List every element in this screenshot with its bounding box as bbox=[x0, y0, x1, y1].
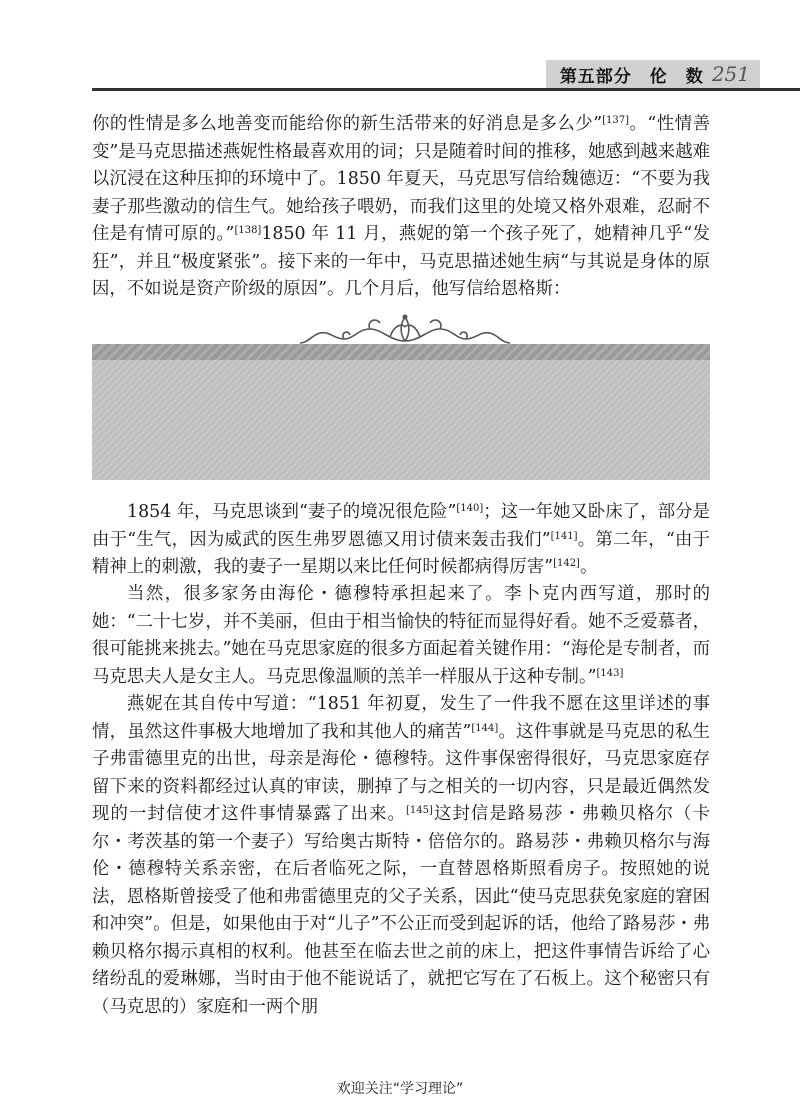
paragraph-1-text-c: 1850 年 11 月，燕妮的第一个孩子死了，她精神几乎“发狂”，并且“极度紧张”。接下来的一年中，马克思描述她生病“与其说是身体的原因，不如说是资产阶级的原因”。几个月后，他写信给恩格斯： bbox=[92, 224, 710, 299]
footnote-ref: [145] bbox=[406, 805, 433, 816]
footnote-ref: [143] bbox=[596, 667, 624, 679]
paragraph-1-text-b: 。“性情善变”是马克思描述燕妮性格最喜欢用的词；只是随着时间的推移，她感到越来越难以沉浸在这种压抑的环境中了。1850 年夏天，马克思写信给魏德迈：“不要为我妻子那些激动的信生气。她给孩子喂奶，而我们这里的处境又格外艰难，忍耐不住是有情可原的。” bbox=[92, 114, 710, 244]
paragraph-2-text-d: 。 bbox=[579, 557, 598, 577]
footer-text: 欢迎关注“学习理论” bbox=[336, 1081, 464, 1097]
quote-block bbox=[92, 344, 710, 480]
paragraph-4-text-b: 。这件事就是马克思的私生子弗雷德里克的出世，母亲是海伦・德穆特。这件事保密得很好，马克思家庭存留下来的资料都经过认真的审读，删掉了与之相关的一切内容，只是最近偶然发现的一封信使才这件事情暴露了出来。 bbox=[92, 721, 710, 824]
paragraph-2-text-a: 1854 年，马克思谈到“妻子的境况很危险” bbox=[127, 502, 457, 522]
footnote-ref: [140] bbox=[456, 503, 484, 514]
paragraph-2-text-c: 。第二年，“由于精神上的刺激，我的妻子一星期以来比任何时候都病得厉害” bbox=[92, 529, 710, 577]
footnote-ref: [141] bbox=[550, 530, 578, 542]
footnote-ref: [142] bbox=[553, 558, 580, 569]
page-number: 251 bbox=[711, 62, 750, 86]
header-rule bbox=[92, 88, 800, 91]
paragraph-3-text-a: 当然，很多家务由海伦・德穆特承担起来了。李卜克内西写道，那时的她：“二十七岁，并不美丽，但由于相当愉快的特征而显得好看。她不乏爱慕者，很可能挑来挑去。”她在马克思家庭的很多方面起着关键作用：“海伦是专制者，而马克思夫人是女主人。马克思像温顺的羔羊一样服从于这种专制。” bbox=[92, 584, 710, 687]
paragraph-2-text-b: ；这一年她又卧床了，部分是由于“生气，因为威武的医生弗罗恩德又用讨债来轰击我们” bbox=[92, 502, 710, 550]
quote-band bbox=[92, 344, 710, 360]
paragraph-1-text-a: 你的性情是多么地善变而能给你的新生活带来的好消息是多么少” bbox=[92, 114, 603, 134]
running-header bbox=[546, 60, 760, 88]
paragraph-3 bbox=[92, 581, 710, 691]
footnote-ref: [138] bbox=[234, 225, 262, 236]
paragraph-4-text-c: 这封信是路易莎・弗赖贝格尔（卡尔・考茨基的第一个妻子）写给奥古斯特・倍倍尔的。路易莎・弗赖贝格尔与海伦・德穆特关系亲密，在后者临死之际，一直替恩格斯照看房子。按照她的说法，恩格斯曾接受了他和弗雷德里克的父子关系，因此“使马克思获免家庭的窘困和冲突”。但是，如果他由于对“儿子”不公正而受到起诉的话，他给了路易莎・弗赖贝格尔揭示真相的权利。他甚至在临去世之前的床上，把这件事情告诉给了心绪纷乱的爱琳娜，当时由于他不能说话了，就把它写在了石板上。这个秘密只有（马克思的）家庭和一两个朋 bbox=[92, 804, 710, 1017]
paragraph-4-text-a: 燕妮在其自传中写道：“1851 年初夏，发生了一件我不愿在这里详述的事情，虽然这件事极大地增加了我和其他人的痛苦” bbox=[92, 694, 710, 742]
footnote-ref: [137] bbox=[602, 115, 629, 126]
footnote-ref: [144] bbox=[471, 722, 499, 734]
paragraph-4 bbox=[92, 691, 710, 1021]
paragraph-1 bbox=[92, 111, 710, 304]
paragraph-2 bbox=[92, 499, 710, 582]
header-section-title: 第五部分 伦 数 bbox=[559, 66, 704, 87]
